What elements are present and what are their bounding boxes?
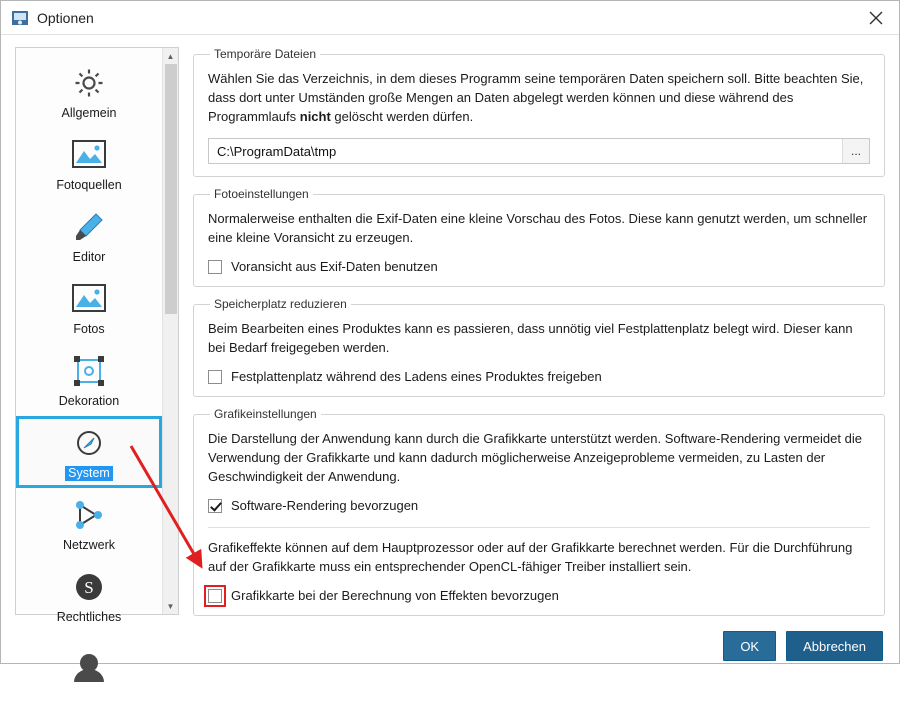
group-legend: Fotoeinstellungen [214, 187, 309, 201]
software-rendering-checkbox[interactable] [208, 499, 222, 513]
brush-icon [72, 207, 106, 247]
graphics-description-1: Die Darstellung der Anwendung kann durch die Grafikkarte unterstützt werden. Software-Rendering vermeidet die Verwendung der Grafikkarte und kann dadurch möglicherweise Anzeigeprobleme vermeiden, zu Lasten der Geschwindigkeit der Anwendung. [208, 431, 862, 484]
sidebar-item-label: Netzwerk [62, 538, 116, 552]
software-rendering-row[interactable] [208, 498, 870, 513]
sidebar-item-label: Fotos [73, 322, 105, 336]
dialog-body [1, 35, 899, 624]
temp-description [208, 69, 870, 126]
sidebar-item-netzwerk[interactable] [16, 488, 162, 560]
sidebar-item-system[interactable] [16, 416, 162, 488]
settings-panel [193, 47, 885, 615]
divider [208, 527, 870, 528]
scroll-down-icon[interactable]: ▼ [166, 601, 175, 611]
sidebar-item-label: Rechtliches [56, 610, 122, 624]
close-icon [869, 11, 883, 25]
title-bar [1, 1, 899, 35]
group-fotoeinstellungen [193, 187, 885, 287]
network-icon [72, 495, 106, 535]
app-icon [11, 9, 29, 27]
gpu-effects-row[interactable] [208, 588, 870, 603]
temp-description-bold: nicht [299, 109, 331, 124]
exif-preview-checkbox[interactable] [208, 260, 222, 274]
temp-path-row[interactable] [208, 138, 870, 164]
group-grafikeinstellungen [193, 407, 885, 616]
photo-icon [72, 279, 106, 319]
photo-sources-icon [72, 135, 106, 175]
person-icon [72, 647, 106, 687]
sidebar-item-label: Dekoration [58, 394, 120, 408]
sidebar-item-rechtliches[interactable] [16, 560, 162, 632]
exif-preview-label: Voransicht aus Exif-Daten benutzen [231, 259, 438, 274]
cancel-button[interactable]: Abbrechen [786, 631, 883, 661]
sidebar-item-person[interactable] [16, 632, 162, 704]
group-temporaere-dateien [193, 47, 885, 177]
photo-description: Normalerweise enthalten die Exif-Daten eine kleine Vorschau des Fotos. Diese kann genutzt werden, um schneller eine kleine Voransicht zu erzeugen. [208, 211, 868, 245]
svg-text:S: S [84, 578, 94, 597]
group-legend: Speicherplatz reduzieren [214, 297, 347, 311]
browse-button[interactable]: ... [842, 139, 869, 163]
scrollbar-thumb[interactable] [165, 64, 177, 314]
group-legend: Grafikeinstellungen [214, 407, 317, 421]
decoration-icon [73, 351, 105, 391]
temp-description-part1: Wählen Sie das Verzeichnis, in dem dieses Programm seine temporären Daten speichern soll. Bitte beachten Sie, dass dort unter Umständen große Mengen an Daten abgelegt werden können und diese während des Programmlaufs [208, 71, 864, 124]
group-legend: Temporäre Dateien [214, 47, 317, 61]
sidebar-item-editor[interactable] [16, 200, 162, 272]
window-title: Optionen [37, 9, 94, 26]
exif-preview-row[interactable] [208, 259, 870, 274]
sidebar-item-fotos[interactable] [16, 272, 162, 344]
temp-description-part2: gelöscht werden dürfen. [330, 109, 474, 124]
gpu-effects-checkbox[interactable] [208, 589, 222, 603]
sidebar [15, 47, 179, 624]
sidebar-item-allgemein[interactable] [16, 56, 162, 128]
sidebar-item-label: Fotoquellen [56, 178, 122, 192]
sidebar-item-label: Editor [72, 250, 106, 264]
sidebar-item-label: System [65, 466, 113, 481]
sidebar-item-fotoquellen[interactable] [16, 128, 162, 200]
sidebar-scrollbar[interactable] [162, 48, 178, 614]
free-diskspace-row[interactable] [208, 369, 870, 384]
free-diskspace-label: Festplattenplatz während des Ladens eines Produktes freigeben [231, 369, 602, 384]
ok-button[interactable]: OK [723, 631, 776, 661]
group-speicherplatz-reduzieren [193, 297, 885, 397]
system-icon [72, 423, 106, 463]
free-diskspace-checkbox[interactable] [208, 370, 222, 384]
storage-description: Beim Bearbeiten eines Produktes kann es passieren, dass unnötig viel Festplattenplatz belegt wird. Dieser kann bei Bedarf freigegeben werden. [208, 321, 853, 355]
gear-icon [71, 63, 107, 103]
sidebar-item-dekoration[interactable] [16, 344, 162, 416]
scroll-up-icon[interactable]: ▲ [166, 51, 175, 61]
sidebar-item-label: Allgemein [61, 106, 117, 120]
legal-icon [74, 567, 104, 607]
graphics-description-2: Grafikeffekte können auf dem Hauptprozessor oder auf der Grafikkarte berechnet werden. Für die Durchführung auf der Grafikkarte muss ein entsprechender OpenCL-fähiger Treiber installiert sein. [208, 540, 853, 574]
close-button[interactable] [853, 1, 899, 34]
software-rendering-label: Software-Rendering bevorzugen [231, 498, 419, 513]
temp-path-input[interactable] [209, 139, 842, 163]
gpu-effects-label: Grafikkarte bei der Berechnung von Effekten bevorzugen [231, 588, 559, 603]
sidebar-list [16, 48, 162, 624]
